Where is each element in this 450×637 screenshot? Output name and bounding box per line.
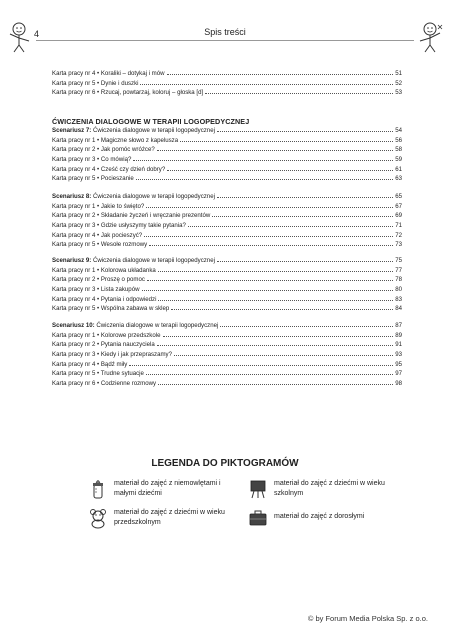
toc-page: 59 xyxy=(395,156,402,164)
dot-leader xyxy=(188,226,393,227)
toc-label: Karta pracy nr 5 • Pocieszanie xyxy=(52,175,134,183)
toc-page: 67 xyxy=(395,202,402,210)
toc-label: Karta pracy nr 4 • Bądź miły xyxy=(52,360,128,368)
toc-label: Karta pracy nr 6 • Rzucaj, powtarzaj, koloruj – głoska [d] xyxy=(52,89,204,97)
dot-leader xyxy=(158,271,393,272)
scenario-label: Ćwiczenia dialogowe w terapii logopedycznej xyxy=(91,257,215,264)
toc-page: 54 xyxy=(395,127,402,134)
toc-label: Karta pracy nr 2 • Pytania nauczyciela xyxy=(52,341,155,349)
toc-page: 95 xyxy=(395,360,402,368)
toc-row[interactable] xyxy=(52,202,402,212)
toc-row[interactable] xyxy=(52,275,402,285)
child-drawing-icon xyxy=(414,21,444,53)
toc-row[interactable] xyxy=(52,285,402,295)
toc-page: 87 xyxy=(395,322,402,329)
teddy-bear-icon xyxy=(88,507,108,529)
toc-label: Karta pracy nr 3 • Gdzie usłyszymy takie pytania? xyxy=(52,222,186,230)
toc-page: 77 xyxy=(395,266,402,274)
scenario-block xyxy=(52,192,402,250)
scenario-row[interactable] xyxy=(52,192,402,202)
toc-row[interactable] xyxy=(52,266,402,276)
toc-label: Karta pracy nr 4 • Cześć czy dzień dobry? xyxy=(52,165,166,173)
toc-row[interactable] xyxy=(52,136,402,146)
dot-leader xyxy=(217,261,393,262)
toc-label: Karta pracy nr 1 • Kolorowa układanka xyxy=(52,266,156,274)
toc-page: 80 xyxy=(395,286,402,294)
toc-label: Karta pracy nr 1 • Jakie to święto? xyxy=(52,202,145,210)
toc-page: 58 xyxy=(395,146,402,154)
scenario-prefix: Scenariusz 8: xyxy=(52,193,92,200)
toc-label: Karta pracy nr 5 • Trudne sytuacje xyxy=(52,370,144,378)
toc-row[interactable] xyxy=(52,211,402,221)
dot-leader xyxy=(217,131,393,132)
legend-item xyxy=(88,478,238,504)
dot-leader xyxy=(133,160,393,161)
toc-row[interactable] xyxy=(52,231,402,241)
toc-label: Karta pracy nr 4 • Pytania i odpowiedzi xyxy=(52,295,157,303)
dot-leader xyxy=(146,374,393,375)
toc-row[interactable] xyxy=(52,240,402,250)
toc-page: 98 xyxy=(395,380,402,388)
toc-label: Karta pracy nr 4 • Jak pocieszyć? xyxy=(52,231,143,239)
toc-row[interactable] xyxy=(52,340,402,350)
toc-row[interactable] xyxy=(52,221,402,231)
dot-leader xyxy=(158,300,393,301)
toc-page: 63 xyxy=(395,175,402,183)
page-number: 4 xyxy=(34,29,40,39)
dot-leader xyxy=(140,84,393,85)
legend-title: LEGENDA DO PIKTOGRAMÓW xyxy=(151,458,299,469)
scenario-block xyxy=(52,256,402,314)
legend-text: materiał do zajęć z niemowlętami i małymi dziećmi xyxy=(114,480,221,497)
legend-item xyxy=(248,478,398,504)
dot-leader xyxy=(217,197,393,198)
toc-page: 51 xyxy=(395,70,402,77)
toc-row[interactable] xyxy=(52,304,402,314)
toc-page: 83 xyxy=(395,295,402,303)
toc-label: Karta pracy nr 3 • Co mówią? xyxy=(52,156,132,164)
dot-leader xyxy=(220,326,393,327)
toc-page: 65 xyxy=(395,193,402,200)
toc-row[interactable] xyxy=(52,295,402,305)
dot-leader xyxy=(171,309,393,310)
child-drawing-icon xyxy=(6,21,36,53)
toc-label: Karta pracy nr 3 • Kiedy i jak przepraszamy? xyxy=(52,351,172,359)
toc-page: 78 xyxy=(395,276,402,284)
toc-page: 56 xyxy=(395,136,402,144)
briefcase-icon xyxy=(248,507,268,529)
dot-leader xyxy=(212,216,393,217)
scenario-label: Ćwiczenia dialogowe w terapii logopedycznej xyxy=(94,322,219,329)
toc-page: 75 xyxy=(395,257,402,264)
dot-leader xyxy=(205,93,393,94)
toc-page: 91 xyxy=(395,341,402,349)
toc-page: 72 xyxy=(395,231,402,239)
toc-label: Karta pracy nr 2 • Jak pomóc wróżce? xyxy=(52,146,155,154)
dot-leader xyxy=(158,384,393,385)
toc-label: Karta pracy nr 6 • Codzienne rozmowy xyxy=(52,380,157,388)
toc-row[interactable] xyxy=(52,145,402,155)
dot-leader xyxy=(163,336,394,337)
toc-row[interactable] xyxy=(52,88,402,98)
toc-row[interactable] xyxy=(52,379,402,389)
toc-row[interactable] xyxy=(52,174,402,184)
page-title: Spis treści xyxy=(204,27,246,37)
baby-bottle-icon xyxy=(88,478,108,500)
scenario-prefix: Scenariusz 10: xyxy=(52,322,95,329)
toc-label: Karta pracy nr 3 • Lista zakupów xyxy=(52,286,140,294)
dot-leader xyxy=(147,280,393,281)
scenario-label: Ćwiczenia dialogowe w terapii logopedycznej xyxy=(91,127,215,134)
toc-page: 52 xyxy=(395,79,402,87)
toc-row[interactable] xyxy=(52,165,402,175)
page-header xyxy=(0,18,450,54)
toc-row[interactable] xyxy=(52,79,402,89)
toc-row[interactable] xyxy=(52,350,402,360)
toc-label: Karta pracy nr 5 • Wesołe rozmowy xyxy=(52,241,148,249)
toc-label: Karta pracy nr 5 • Wspólna zabawa w sklep xyxy=(52,305,170,313)
toc-label: Karta pracy nr 2 • Proszę o pomoc xyxy=(52,276,145,284)
toc-row[interactable] xyxy=(52,331,402,341)
scenario-row[interactable] xyxy=(52,126,402,136)
toc-label: Karta pracy nr 1 • Magiczne słowo z kapelusza xyxy=(52,136,179,144)
scenario-block xyxy=(52,321,402,389)
section-title: ĆWICZENIA DIALOGOWE W TERAPII LOGOPEDYCZNEJ xyxy=(52,117,250,126)
scenario-block xyxy=(52,126,402,184)
toc-label: Karta pracy nr 5 • Dynie i duszki xyxy=(52,79,139,87)
toc-page: 73 xyxy=(395,241,402,249)
toc-page: 93 xyxy=(395,351,402,359)
dot-leader xyxy=(149,245,393,246)
legend-text: materiał do zajęć z dziećmi w wieku przedszkolnym xyxy=(114,509,225,526)
toc-row[interactable] xyxy=(52,155,402,165)
toc-page: 97 xyxy=(395,370,402,378)
legend-text: materiał do zajęć z dziećmi w wieku szkolnym xyxy=(274,480,385,497)
toc-page: 69 xyxy=(395,212,402,220)
dot-leader xyxy=(174,355,393,356)
dot-leader xyxy=(146,207,393,208)
dot-leader xyxy=(157,150,393,151)
dot-leader xyxy=(167,170,393,171)
toc-row[interactable] xyxy=(52,69,402,79)
toc-label: Karta pracy nr 2 • Składanie życzeń i wręczanie prezentów xyxy=(52,212,211,220)
toc-page: 61 xyxy=(395,165,402,173)
toc-page: 53 xyxy=(395,89,402,97)
dot-leader xyxy=(157,345,393,346)
blackboard-icon xyxy=(248,478,268,500)
dot-leader xyxy=(136,179,393,180)
toc-top xyxy=(52,69,402,98)
scenario-prefix: Scenariusz 7: xyxy=(52,127,92,134)
dot-leader xyxy=(180,141,393,142)
toc-row[interactable] xyxy=(52,369,402,379)
legend-text: materiał do zajęć z dorosłymi xyxy=(274,513,365,520)
copyright-footer: © by Forum Media Polska Sp. z o.o. xyxy=(307,614,428,623)
toc-row[interactable] xyxy=(52,360,402,370)
scenario-label: Ćwiczenia dialogowe w terapii logopedycznej xyxy=(91,193,215,200)
legend-item xyxy=(248,507,398,533)
dot-leader xyxy=(167,74,394,75)
dot-leader xyxy=(144,236,393,237)
toc-label: Karta pracy nr 4 • Koraliki – dotykaj i mów xyxy=(52,70,165,77)
dot-leader xyxy=(129,365,393,366)
dot-leader xyxy=(142,290,394,291)
toc-label: Karta pracy nr 1 • Kolorowe przedszkole xyxy=(52,331,161,339)
scenario-prefix: Scenariusz 9: xyxy=(52,257,92,264)
toc-page: 84 xyxy=(395,305,402,313)
toc-page: 89 xyxy=(395,331,402,339)
scenario-row[interactable] xyxy=(52,321,402,331)
toc-page: 71 xyxy=(395,222,402,230)
scenario-row[interactable] xyxy=(52,256,402,266)
legend-item xyxy=(88,507,238,533)
